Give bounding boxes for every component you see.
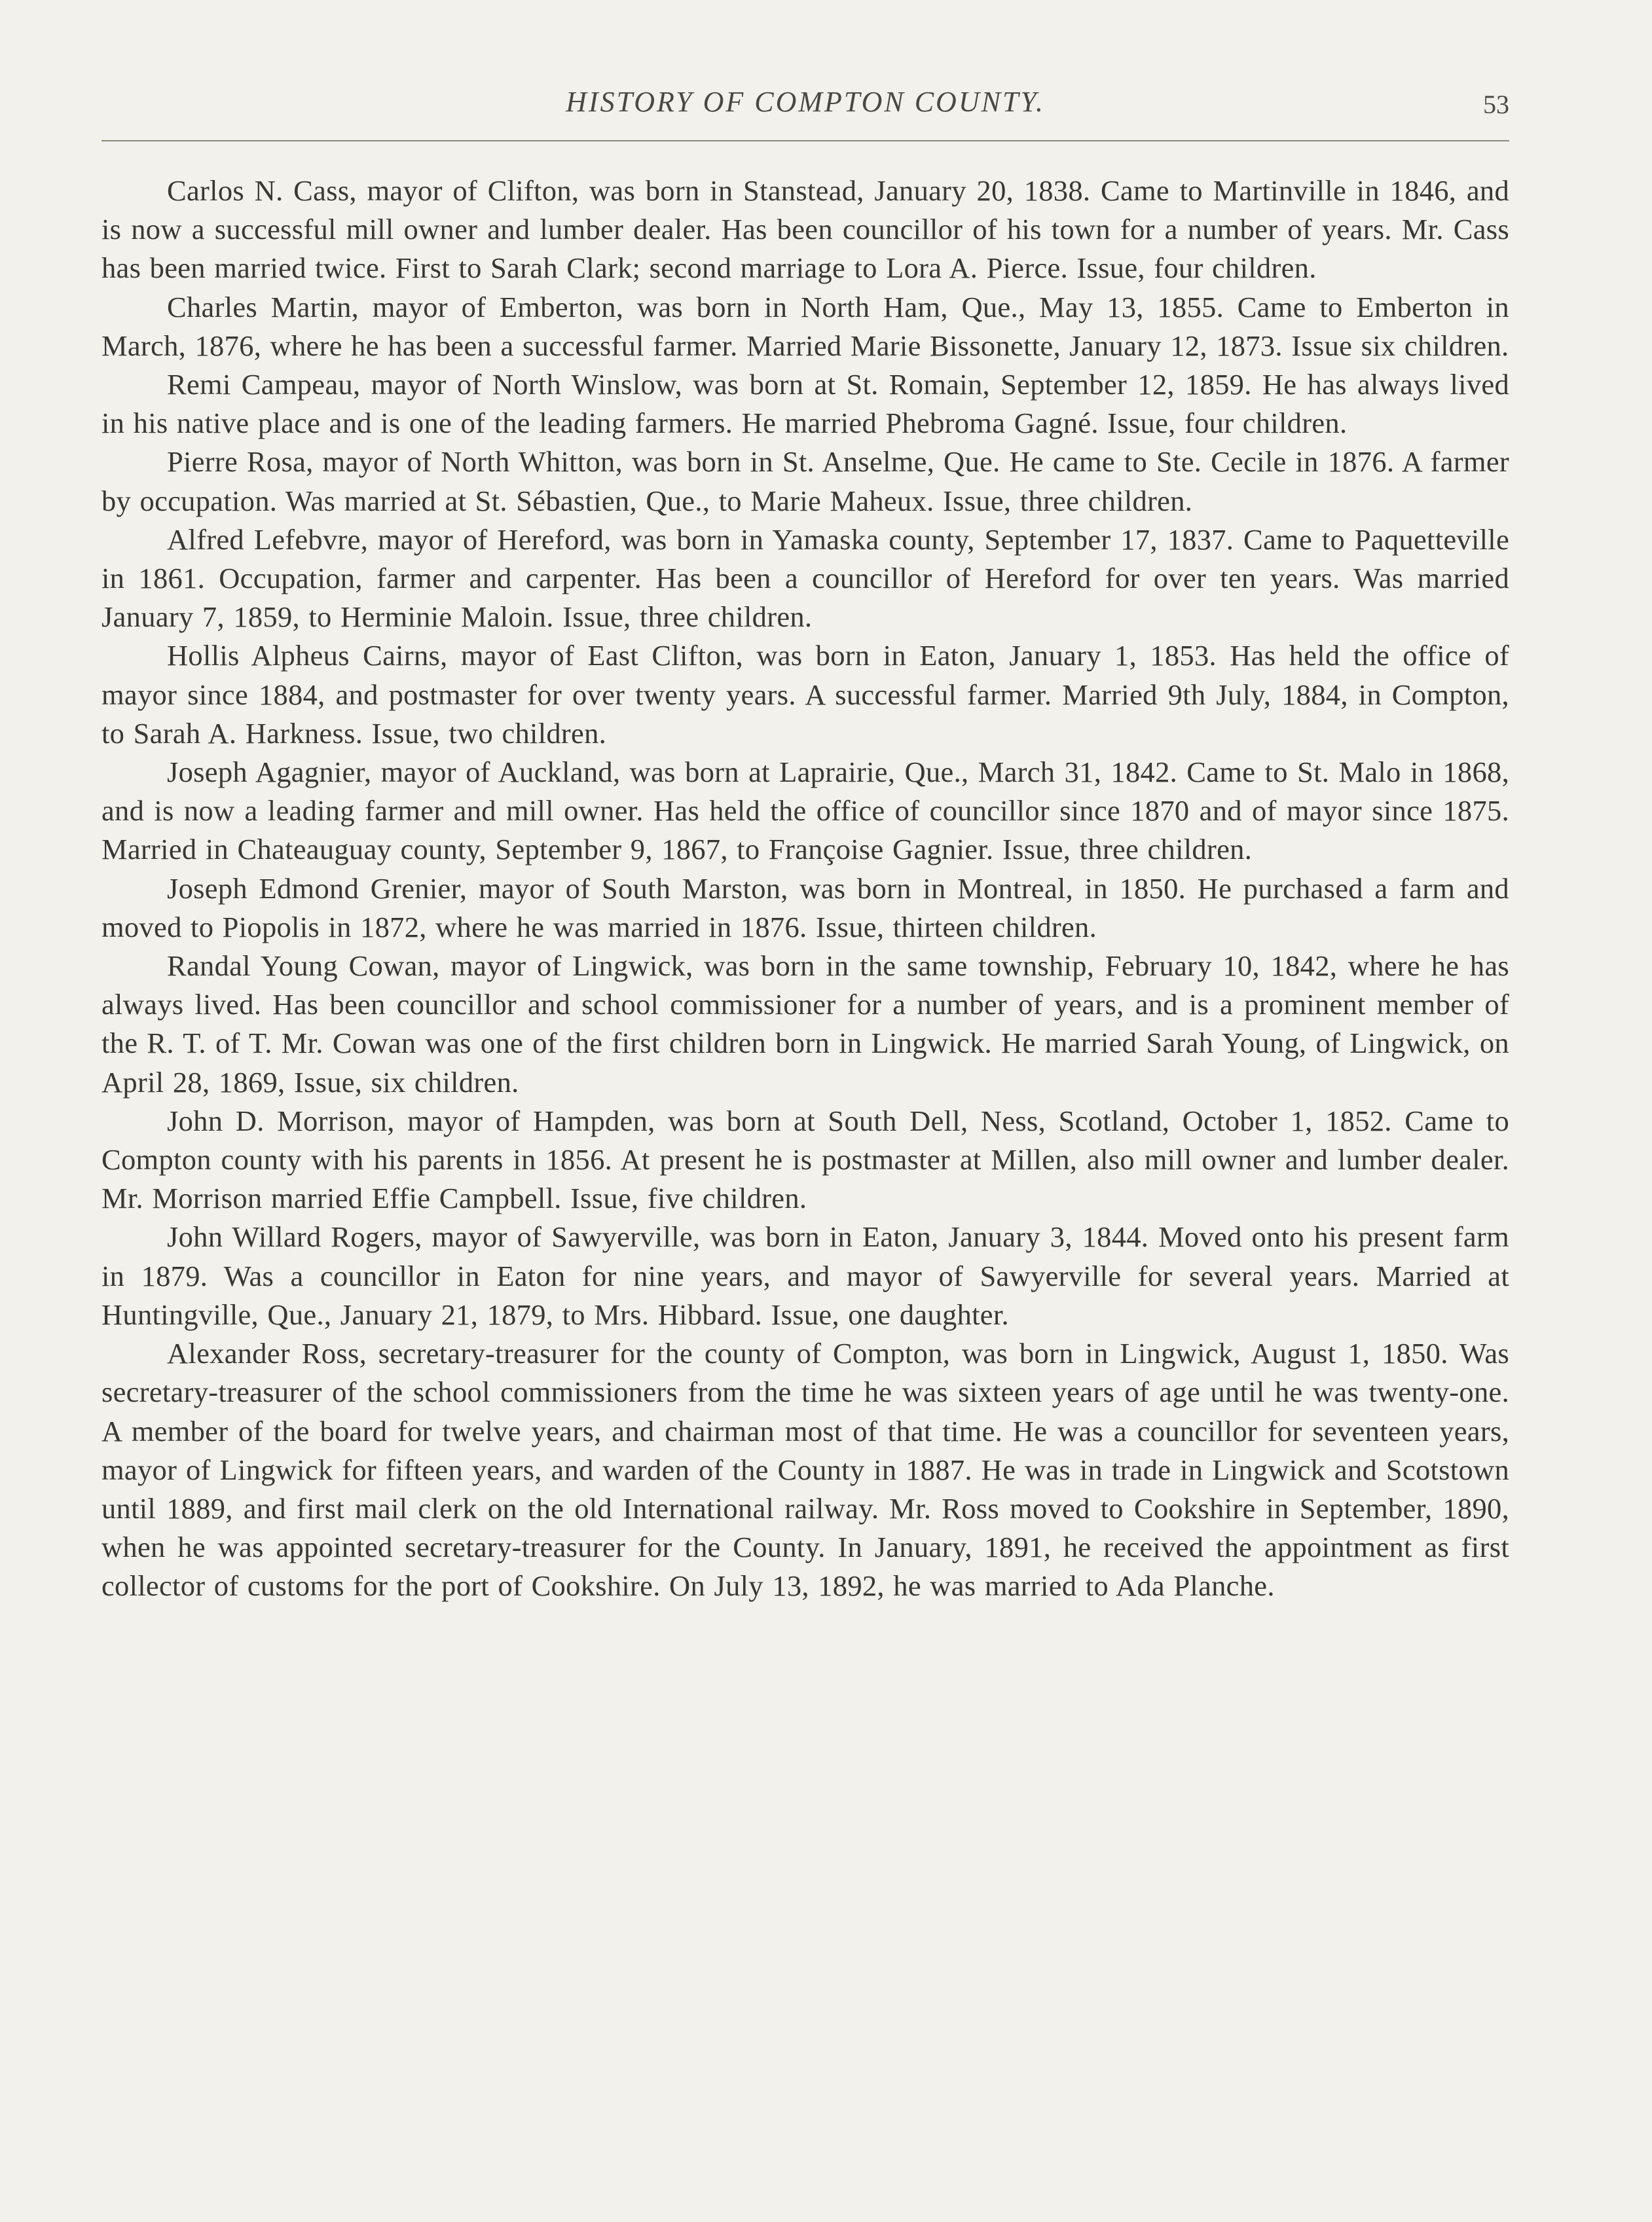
paragraph-joseph-agagnier: Joseph Agagnier, mayor of Auckland, was born at Laprairie, Que., March 31, 1842. Came to St. Malo in 1868, and is now a leading farmer and mill owner. Has held the office of councillor since 1870 and of mayor since 1875. Married in Chateauguay county, September 9, 1867, to Françoise Gagnier. Issue, three children. bbox=[101, 756, 1509, 866]
paragraph-carlos-cass: Carlos N. Cass, mayor of Clifton, was born in Stanstead, January 20, 1838. Came to Martinville in 1846, and is now a successful mill owner and lumber dealer. Has been councillor of his town for a number of years. Mr. Cass has been married twice. First to Sarah Clark; second marriage to Lora A. Pierce. Issue, four children. bbox=[101, 174, 1509, 285]
paragraph-pierre-rosa: Pierre Rosa, mayor of North Whitton, was born in St. Anselme, Que. He came to Ste. Cecile in 1876. A farmer by occupation. Was married at St. Sébastien, Que., to Marie Maheux. Issue, three children. bbox=[101, 445, 1509, 517]
paragraph-hollis-cairns: Hollis Alpheus Cairns, mayor of East Clifton, was born in Eaton, January 1, 1853. Has held the office of mayor since 1884, and postmaster for over twenty years. A successful farmer. Married 9th July, 1884, in Compton, to Sarah A. Harkness. Issue, two children. bbox=[101, 639, 1509, 750]
paragraph-joseph-grenier: Joseph Edmond Grenier, mayor of South Marston, was born in Montreal, in 1850. He purchased a farm and moved to Piopolis in 1872, where he was married in 1876. Issue, thirteen children. bbox=[101, 871, 1509, 943]
paragraph-randal-cowan: Randal Young Cowan, mayor of Lingwick, was born in the same township, February 10, 1842, where he has always lived. Has been councillor and school commissioner for a number of years, and is a prominent member of the R. T. of T. Mr. Cowan was one of the first children born in Lingwick. He married Sarah Young, of Lingwick, on April 28, 1869, Issue, six children. bbox=[101, 949, 1509, 1099]
page-number: 53 bbox=[1483, 90, 1509, 119]
paragraph-alexander-ross: Alexander Ross, secretary-treasurer for the county of Compton, was born in Lingwick, August 1, 1850. Was secretary-treasurer of the school commissioners from the time he was sixteen years of age until he was twenty-one. A member of the board for twelve years, and chairman most of that time. He was a councillor for seventeen years, mayor of Lingwick for fifteen years, and warden of the County in 1887. He was in trade in Lingwick and Scotstown until 1889, and first mail clerk on the old International railway. Mr. Ross moved to Cookshire in September, 1890, when he was appointed secretary-treasurer for the County. In January, 1891, he received the appointment as first collector of customs for the port of Cookshire. On July 13, 1892, he was married to Ada Planche. bbox=[101, 1337, 1509, 1603]
paragraph-charles-martin: Charles Martin, mayor of Emberton, was born in North Ham, Que., May 13, 1855. Came to Emberton in March, 1876, where he has been a successful farmer. Married Marie Bissonette, January 12, 1873. Issue six children. bbox=[101, 290, 1509, 362]
running-header bbox=[101, 85, 1509, 135]
paragraph-john-morrison: John D. Morrison, mayor of Hampden, was born at South Dell, Ness, Scotland, October 1, 1852. Came to Compton county with his parents in 1856. At present he is postmaster at Millen, also mill owner and lumber dealer. Mr. Morrison married Effie Campbell. Issue, five children. bbox=[101, 1104, 1509, 1215]
header-rule bbox=[101, 140, 1509, 141]
body-text bbox=[101, 172, 1509, 1606]
running-title: HISTORY OF COMPTON COUNTY. bbox=[566, 86, 1045, 118]
paragraph-alfred-lefebvre: Alfred Lefebvre, mayor of Hereford, was born in Yamaska county, September 17, 1837. Came to Paquetteville in 1861. Occupation, farmer and carpenter. Has been a councillor of Hereford for over ten years. Was married January 7, 1859, to Herminie Maloin. Issue, three children. bbox=[101, 522, 1509, 634]
paragraph-remi-campeau: Remi Campeau, mayor of North Winslow, was born at St. Romain, September 12, 1859. He has always lived in his native place and is one of the leading farmers. He married Phebroma Gagné. Issue, four children. bbox=[101, 368, 1509, 440]
paragraph-john-rogers: John Willard Rogers, mayor of Sawyerville, was born in Eaton, January 3, 1844. Moved onto his present farm in 1879. Was a councillor in Eaton for nine years, and mayor of Sawyerville for several years. Married at Huntingville, Que., January 21, 1879, to Mrs. Hibbard. Issue, one daughter. bbox=[101, 1220, 1509, 1331]
